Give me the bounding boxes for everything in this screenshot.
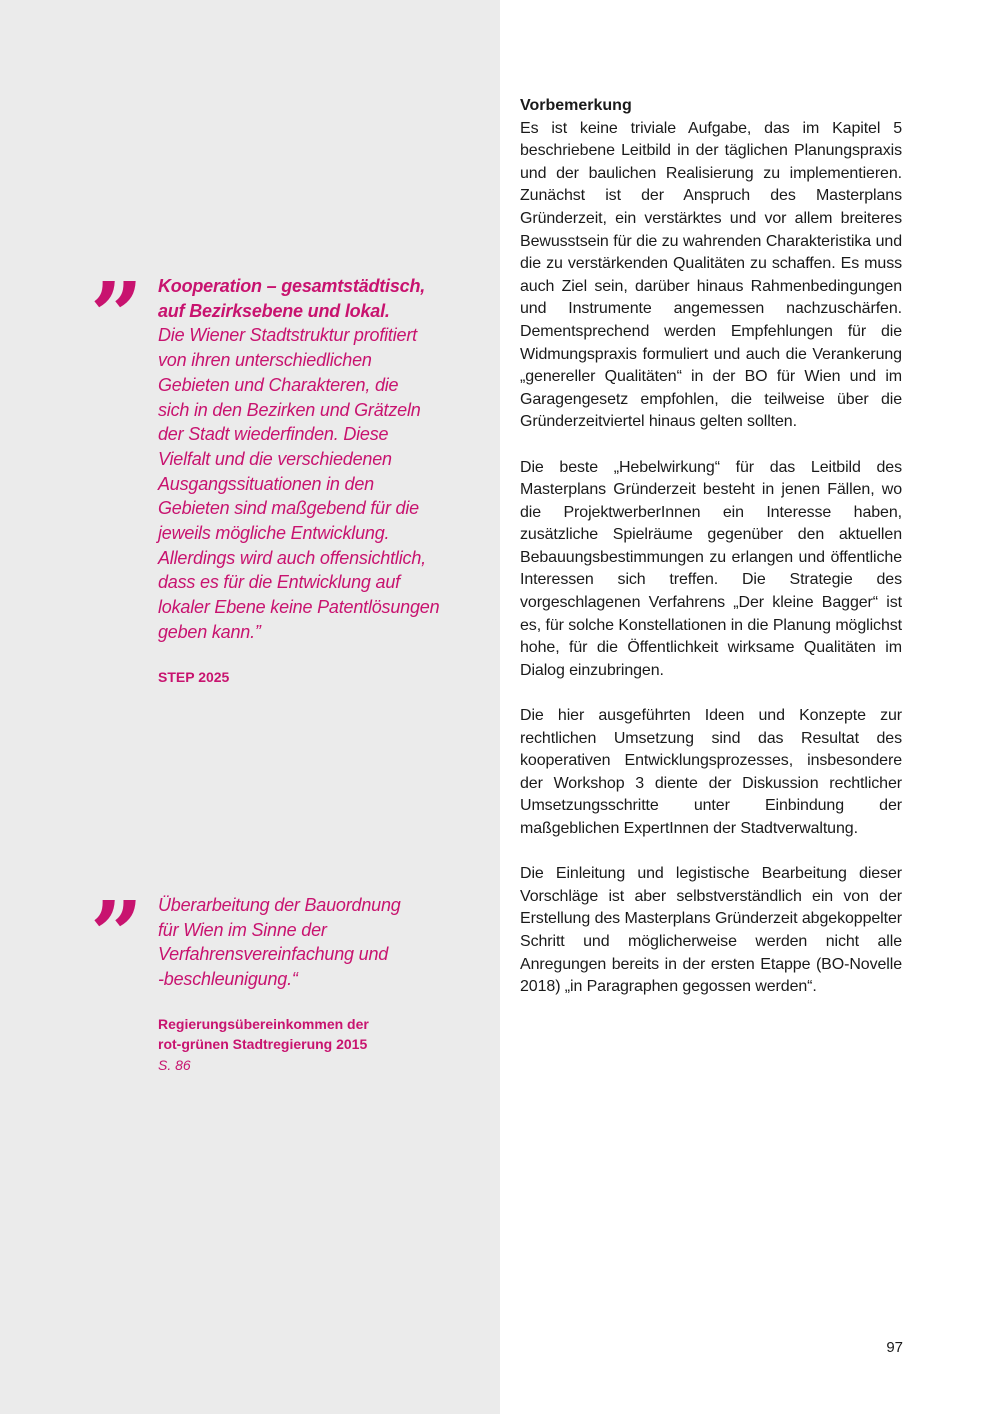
main-text-column xyxy=(520,95,902,1021)
section-heading: Vorbemerkung xyxy=(520,97,632,114)
quote-heading: Kooperation – gesamtstädtisch, auf Bezirksebene und lokal. xyxy=(158,276,426,321)
quote-body: Überarbeitung der Bauordnung für Wien im Sinne der Verfahrensvereinfachung und -beschleunigung.“ xyxy=(158,895,401,990)
body-paragraph: Es ist keine triviale Aufgabe, das im Kapitel 5 beschriebene Leitbild in der täglichen Planungspraxis und der baulichen Realisierung zu implementieren. Zunächst ist der Anspruch des Masterplans Gründerzeit, ein verstärktes und vor allem breiteres Bewusstsein für die zu wahrenden Charakteristika und die zu verstärkenden Qualitäten zu schaffen. Es muss auch Ziel sein, darüber hinaus Rahmenbedingungen und Instrumente angemessen nachzuschärfen. Dementsprechend werden Empfehlungen für die Widmungspraxis formuliert und auch die Verankerung „genereller Qualitäten“ in der BO für Wien und im Garagengesetz empfohlen, die teilweise über die Gründerzeitviertel hinaus gelten sollten. xyxy=(520,119,902,431)
quote-text xyxy=(158,893,470,992)
quote-source: STEP 2025 xyxy=(158,668,230,685)
body-paragraph: Die Einleitung und legistische Bearbeitung dieser Vorschläge ist aber selbstverständlich ein von der Erstellung des Masterplans Gründerzeit abgekoppelter Schritt und möglicherweise werden nicht alle Anregungen bereits in der ersten Etappe (BO-Novelle 2018) „in Paragraphen gegossen werden“. xyxy=(520,865,902,996)
quotation-mark-icon: ” xyxy=(90,262,137,370)
quote-block-step-2025 xyxy=(90,262,470,687)
quote-body: Die Wiener Stadtstruktur profitiert von ihren unterschiedlichen Gebieten und Charakteren, die sich in den Bezirken und Grätzeln der Stadt wiederfinden. Diese Vielfalt und die verschiedenen Ausgangssituationen in den Gebieten sind maßgebend für die jeweils mögliche Entwicklung. Allerdings wird auch offensichtlich, dass es für die Entwicklung auf lokaler Ebene keine Patentlösungen geben kann.” xyxy=(158,325,440,642)
quotation-mark-icon: ” xyxy=(90,881,137,989)
quote-text xyxy=(158,274,470,645)
body-paragraph: Die beste „Hebelwirkung“ für das Leitbild des Masterplans Gründerzeit besteht in jenen Fällen, wo die ProjektwerberInnen ein Interesse haben, zusätzliche Spielräume gegenüber den aktuellen Bebauungsbestimmungen zu erlangen und öffentliche Interessen sich treffen. Die Strategie des vorgeschlagenen Verfahrens „Der kleine Bagger“ ist es, für solche Konstellationen in die Planung möglichst hohe, für die Öffentlichkeit wirksame Qualitäten im Dialog einzubringen. xyxy=(520,458,902,679)
quote-page-reference: S. 86 xyxy=(158,1056,191,1073)
quote-source: Regierungsübereinkommen der rot-grünen Stadtregierung 2015 xyxy=(158,1015,369,1053)
body-paragraph: Die hier ausgeführten Ideen und Konzepte zur rechtlichen Umsetzung sind das Resultat des kooperativen Entwicklungsprozesses, insbesondere der Workshop 3 diente der Diskussion rechtlicher Umsetzungsschritte unter Einbindung der maßgeblichen ExpertInnen der Stadtverwaltung. xyxy=(520,707,902,837)
quote-block-regierung xyxy=(90,881,470,1075)
page-number: 97 xyxy=(886,1339,903,1356)
